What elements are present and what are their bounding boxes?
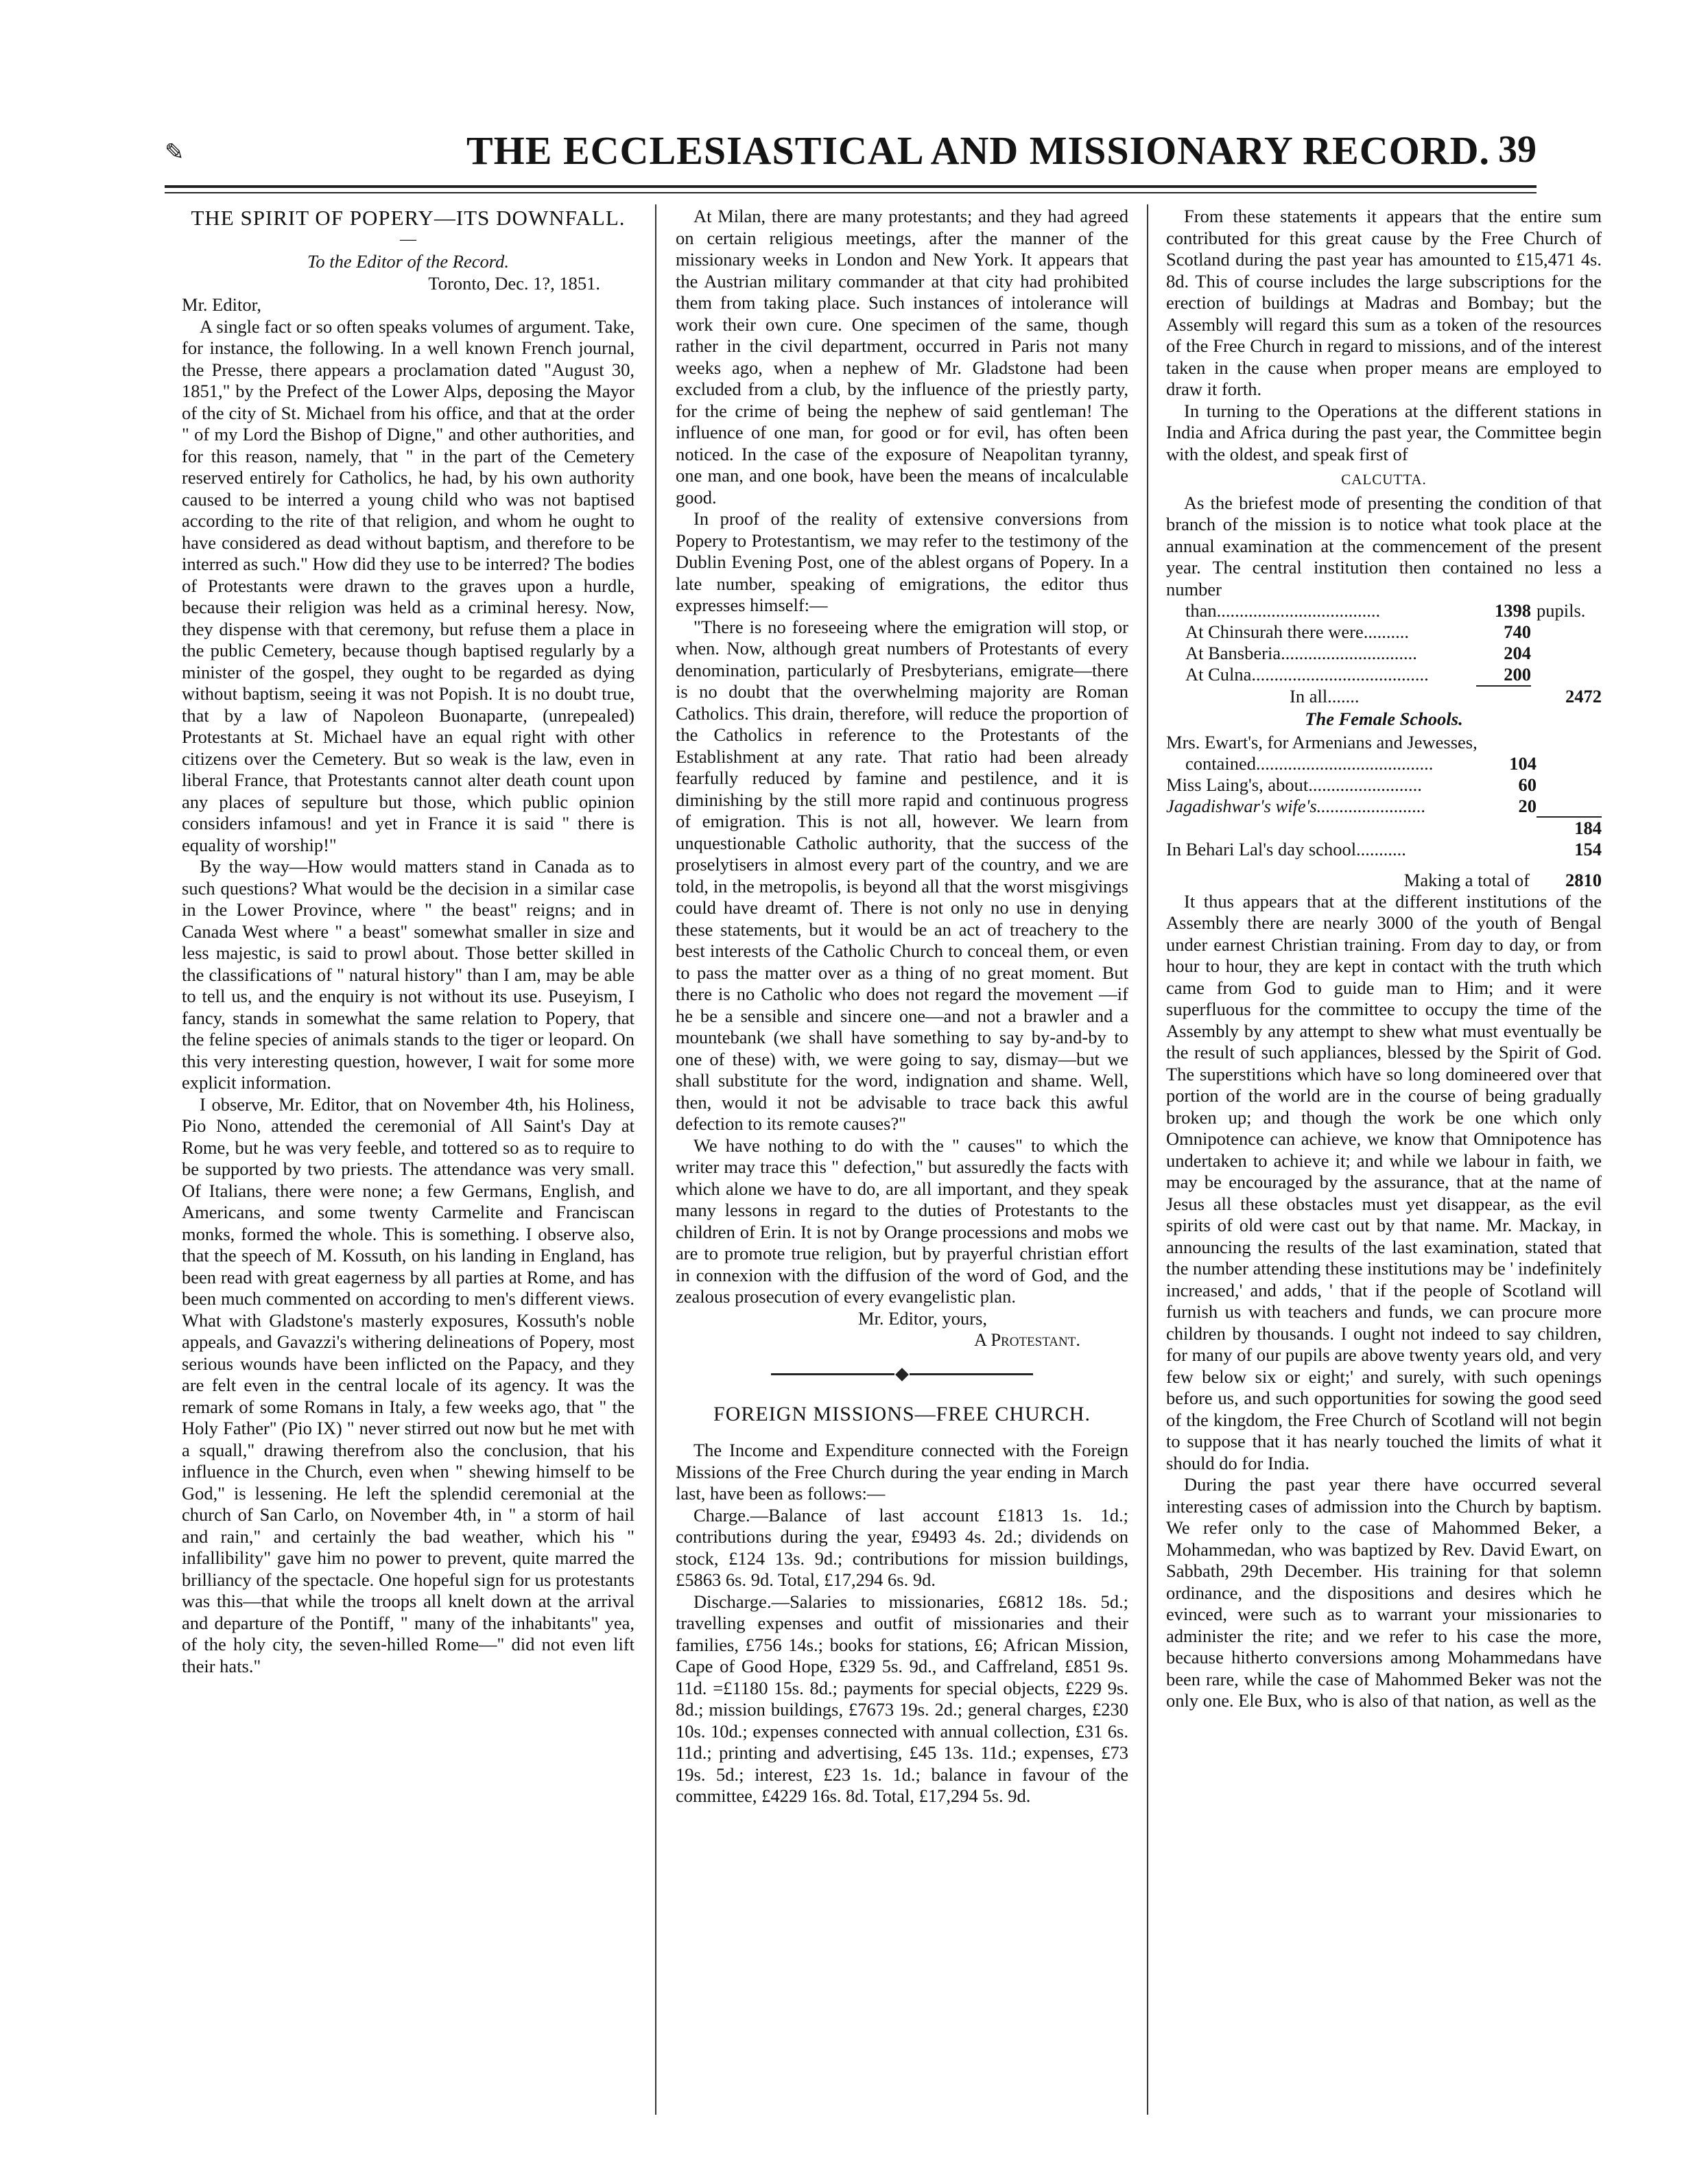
table-row bbox=[1166, 839, 1602, 860]
article-title: THE SPIRIT OF POPERY—ITS DOWNFALL. bbox=[191, 206, 626, 230]
paragraph: Discharge.—Salaries to missionaries, £6812 18s. 5d.; travelling expenses and outfit of missionaries and their families, £756 14s.; books for stations, £6; African Mission, Cape of Good Hope, £329 5s. 9d., and Caffreland, £851 9s. 11d. =£1180 15s. 8d.; payments for special objects, £229 9s. 8d.; mission buildings, £7673 19s. 2d.; general charges, £230 10s. 10d.; expenses connected with annual collection, £31 6s. 11d.; printing and advertising, £45 13s. 11d.; expenses, £73 19s. 5d.; interest, £23 1s. 1d.; balance in favour of the committee, £4229 16s. 8d. Total, £17,294 5s. 9d. bbox=[676, 1591, 1128, 1806]
paragraph: We have nothing to do with the " causes" to which the writer may trace this " defection," but assuredly the facts with which alone we have to do, are all important, and they speak many lessons in regard to the duties of Protestants to the children of Erin. It is not by Orange processions and mobs we are to promote true religion, but by prayerful christian effort in connexion with the diffusion of the word of God, and the zealous prosecution of every evangelistic plan. bbox=[676, 1135, 1128, 1307]
stat-label: contained....................................... bbox=[1185, 752, 1434, 774]
paragraph: From these statements it appears that the entire sum contributed for this great cause by the Free Church of Scotland during the past year has amounted to £15,471 4s. 8d. This of course includes the large subscriptions for the erection of buildings at Madras and Bombay; but the Assembly will regard this sum as a token of the resources of the Free Church in regard to missions, and of the interest taken in the cause when proper means are employed to draw it forth. bbox=[1166, 206, 1602, 399]
dateline: Toronto, Dec. 1?, 1851. bbox=[428, 272, 600, 294]
table-row bbox=[1166, 732, 1602, 753]
page-header bbox=[165, 130, 1537, 178]
stat-label: At Bansberia.............................. bbox=[1185, 643, 1417, 663]
page-number: 39 bbox=[1498, 128, 1537, 171]
column-1 bbox=[182, 206, 634, 2126]
in-all-label: In all....... bbox=[1290, 686, 1360, 706]
stat-value: 104 bbox=[1509, 752, 1537, 774]
header-rule-thick bbox=[165, 185, 1537, 188]
stat-value: 60 bbox=[1518, 774, 1537, 795]
paragraph: The Income and Expenditure connected with the Foreign Missions of the Free Church during the year ending in March last, have been as follows:— bbox=[676, 1440, 1128, 1504]
header-rule-thin bbox=[165, 192, 1537, 193]
stat-value: 1398 bbox=[1495, 600, 1531, 621]
stat-value: 200 bbox=[1504, 664, 1531, 685]
paragraph: At Milan, there are many protestants; and they had agreed on certain religious meetings, after the manner of the missionary weeks in London and New York. It appears that the Austrian military commander at that city had prohibited them from taking place. Such instances of intolerance will work their own cure. One specimen of the same, though rather in the civil department, occurred in Paris not many weeks ago, when a nephew of Mr. Gladstone had been excluded from a club, by the influence of the priestly party, for the crime of being the nephew of said gentleman! The influence of one man, for good or for evil, has often been noticed. In the case of the exposure of Neapolitan tyranny, one man, and one book, have been the means of incalculable good. bbox=[676, 206, 1128, 508]
stat-value: 20 bbox=[1518, 795, 1537, 816]
paragraph: A single fact or so often speaks volumes of argument. Take, for instance, the following. In a well known French journal, the Presse, there appears a proclamation dated "August 30, 1851," by the Prefect of the Lower Alps, deposing the Mayor of the city of St. Michael from his office, and that at the order " of my Lord the Bishop of Digne," and other authorities, and for this reason, namely, that " in the part of the Cemetery reserved entirely for Catholics, he had, by his own authority caused to be interred a young child who was not baptised according to the rite of that religion, and whom he ought to have considered as dead without baptism, and therefore to be interred as such." How did they use to be interred? The bodies of Protestants were drawn to the graves upon a hurdle, because their religion was held as a criminal heresy. Now, they dispense with that ceremony, but refuse them a place in the public Cemetery, because though baptised regularly by a minister of the gospel, they ought to be regarded as dying without baptism, seeing it was not Popish. It is no doubt true, that by a law of Napoleon Buonaparte, (unrepealed) Protestants at St. Michael have an equal right with other citizens over the Cemetery. But so weak is the law, even in liberal France, that Protestants cannot alter death count upon any places of sepulture but those, which public opinion considers infamous! and yet in France it is said " there is equality of worship!" bbox=[182, 316, 634, 855]
section-ornament bbox=[676, 1364, 1128, 1386]
column-divider-1 bbox=[655, 204, 656, 2115]
female-schools-table bbox=[1166, 732, 1602, 891]
table-row bbox=[1166, 600, 1602, 621]
table-row bbox=[1166, 796, 1602, 817]
stat-value: 740 bbox=[1504, 621, 1531, 642]
calcutta-heading: CALCUTTA. bbox=[1341, 471, 1427, 488]
paragraph: During the past year there have occurred several interesting cases of admission into the Church by baptism. We refer only to the case of Mahommed Beker, a Mohammedan, who was baptized by Rev. David Ewart, on Sabbath, 29th December. His training for that solemn ordinance, and the dispositions and desires which he evinced, were such as to warrant your missionaries to administer the rite; and we refer to his case the more, because hitherto conversions among Mohammedans have been rare, while the case of Mahommed Beker was not the only one. Ele Bux, who is also of that nation, as well as the bbox=[1166, 1474, 1602, 1711]
column-3 bbox=[1166, 206, 1602, 2126]
paragraph: It thus appears that at the different institutions of the Assembly there are nearly 3000 of the youth of Bengal under earnest Christian training. From day to day, or from hour to hour, they are kept in contact with the truth which came from God to guide man to Him; and it were superfluous for the committee to occupy the time of the Assembly by any attempt to shew what must eventually be the result of such appliances, blessed by the Spirit of God. The superstitions which have so long domineered over that portion of the world are in the course of being gradually broken up; and though the work be one which only Omnipotence can achieve, we know that Omnipotence has undertaken to achieve it; and while we labour in faith, we may be encouraged by the assurance, that at the name of Jesus all these obstacles must yet disappear, as the evil spirits of old were cast out by that name. Mr. Mackay, in announcing the results of the last examination, stated that the number attending these institutions may be ' indefinitely increased,' and adds, ' that if the people of Scotland will furnish us with teachers and funds, we can procure more children by thousands. I ought not indeed to say children, for many of our pupils are above twenty years old, and very few below six or eight;' and surely, with such openings before us, and such opportunities for sowing the good seed of the kingdom, the Free Church of Scotland will not begin to suppose that it has nearly touched the limits of what it should do for India. bbox=[1166, 890, 1602, 1473]
paragraph: In turning to the Operations at the different stations in India and Africa during the past year, the Committee begin with the oldest, and speak first of bbox=[1166, 400, 1602, 464]
stat-value: 204 bbox=[1504, 643, 1531, 663]
stat-label: Jagadishwar's wife's........................ bbox=[1166, 795, 1426, 816]
paragraph: By the way—How would matters stand in Canada as to such questions? What would be the decision in a similar case in the Lower Province, where " the beast" reigns; and in Canada West where " a beast" somewhat smaller in size and less majestic, is said to prowl about. Those better skilled in the classifications of " natural history" than I am, may be able to tell us, and the enquiry is not without its use. Puseyism, I fancy, stands in somewhat the same relation to Popery, that the feline species of animals stands to the tiger or leopard. On this very interesting question, however, I wait for some more explicit information. bbox=[182, 856, 634, 1093]
table-row bbox=[1166, 817, 1602, 839]
table-row bbox=[1166, 774, 1602, 796]
paragraph: In proof of the reality of extensive conversions from Popery to Protestantism, we may refer to the testimony of the Dublin Evening Post, one of the ablest organs of Popery. In a late number, speaking of emigrations, the editor thus expresses himself:— bbox=[676, 508, 1128, 615]
stat-label: Mrs. Ewart's, for Armenians and Jewesses, bbox=[1166, 731, 1478, 752]
table-row bbox=[1166, 860, 1602, 891]
table-row bbox=[1166, 664, 1602, 686]
paragraph: "There is no foreseeing where the emigration will stop, or when. Now, although great numbers of Protestants of every denomination, particularly of Presbyterians, emigrate—there is no doubt that the overwhelming majority are Roman Catholics. This drain, therefore, will reduce the proportion of the Catholics in reference to the Protestants of the Establishment at any rate. That ratio had been already fearfully reduced by famine and pestilence, and it is diminishing by the still more rapid and continuous progress of emigration. This is not all, however. We learn from unquestionable Catholic authority, that the success of the proselytisers in almost every part of the country, and we are told, in the metropolis, is beyond all that the worst misgivings could have dreamt of. There is not only no use in denying these statements, but it would be an act of treachery to the best interests of the Catholic Church to conceal them, or even to pass the matter over as a thing of no great moment. But there is no Catholic who does not regard the movement —if he be a sensible and sincere one—and not a brawler and a mountebank (we shall have something to say by-and-by to one of these) with, we were going to say, dismay—but we shall substitute for the word, indignation and shame. Well, then, would it not be advisable to trace back this awful defection to its remote causes?" bbox=[676, 616, 1128, 1134]
stat-label: At Culna....................................... bbox=[1185, 664, 1429, 685]
paragraph: I observe, Mr. Editor, that on November 4th, his Holiness, Pio Nono, attended the ceremonial of All Saint's Day at Rome, but he was very feeble, and tottered so as to require to be supported by two priests. The attendance was very small. Of Italians, there were none; a few Germans, English, and Americans, and some twenty Carmelite and Franciscan monks, formed the whole. This is something. I observe also, that the speech of M. Kossuth, on his landing in England, has been read with great eagerness by all parties at Rome, and has been much commented on according to men's different views. What with Gladstone's masterly exposures, Kossuth's noble appeals, and Gavazzi's withering delineations of Popery, most serious wounds have been inflicted on the Papacy, and they are felt even in the central locale of its agency. It was the remark of some Romans in Italy, a few weeks ago, that " the Holy Father" (Pio IX) " never stirred out now but he met with a squall," drawing therefrom also the conclusion, that his influence in the Church, even when " shewing himself to be God," is lessening. He left the splendid ceremonial at the church of San Carlo, on November 4th, in " a storm of hail and rain," and certainly the bad weather, which his " infallibility" gave him no power to prevent, quite marred the brilliancy of the spectacle. One hopeful sign for us protestants was this—that while the troops all knelt down at the arrival and departure of the Pontiff, " many of the inhabitants" yea, of the holy city, the seven-hilled Rome—" did not even lift their hats." bbox=[182, 1093, 634, 1676]
title-dash: — bbox=[400, 230, 416, 248]
in-all-total: 2472 bbox=[1565, 686, 1602, 706]
column-divider-2 bbox=[1147, 204, 1148, 2115]
closing: Mr. Editor, yours, bbox=[857, 1307, 988, 1329]
female-total: 184 bbox=[1537, 817, 1602, 839]
behari-label: In Behari Lal's day school........... bbox=[1166, 838, 1406, 859]
paragraph: Charge.—Balance of last account £1813 1s. 1d.; contributions during the year, £9493 4s. 2d.; dividends on stock, £124 13s. 9d.; contributions for mission buildings, £5863 6s. 9d. Total, £17,294 6s. 9d. bbox=[676, 1504, 1128, 1590]
stat-suffix: pupils. bbox=[1537, 600, 1586, 621]
article-title-foreign-missions: FOREIGN MISSIONS—FREE CHURCH. bbox=[713, 1403, 1091, 1425]
greeting: Mr. Editor, bbox=[182, 294, 261, 315]
margin-mark: ✎ bbox=[165, 140, 185, 165]
stat-label: than.................................... bbox=[1185, 600, 1381, 621]
signature: A Protestant. bbox=[974, 1329, 1080, 1350]
statistics-table bbox=[1166, 600, 1602, 707]
making-total-value: 2810 bbox=[1565, 869, 1602, 890]
table-row bbox=[1166, 643, 1602, 664]
editor-salutation: To the Editor of the Record. bbox=[307, 251, 509, 272]
running-title: THE ECCLESIASTICAL AND MISSIONARY RECORD. bbox=[466, 128, 1490, 173]
table-row bbox=[1166, 621, 1602, 643]
making-total-label: Making a total of bbox=[1403, 869, 1530, 890]
stat-label: At Chinsurah there were.......... bbox=[1185, 621, 1410, 642]
paragraph: As the briefest mode of presenting the condition of that branch of the mission is to notice what took place at the annual examination at the commencement of the present year. The central institution then contained no less a number bbox=[1166, 492, 1602, 599]
behari-value: 154 bbox=[1574, 838, 1602, 859]
stat-label: Miss Laing's, about......................... bbox=[1166, 774, 1422, 795]
table-row bbox=[1166, 686, 1602, 707]
column-2 bbox=[676, 206, 1128, 2126]
female-schools-heading: The Female Schools. bbox=[1305, 709, 1463, 729]
table-row bbox=[1166, 753, 1602, 774]
